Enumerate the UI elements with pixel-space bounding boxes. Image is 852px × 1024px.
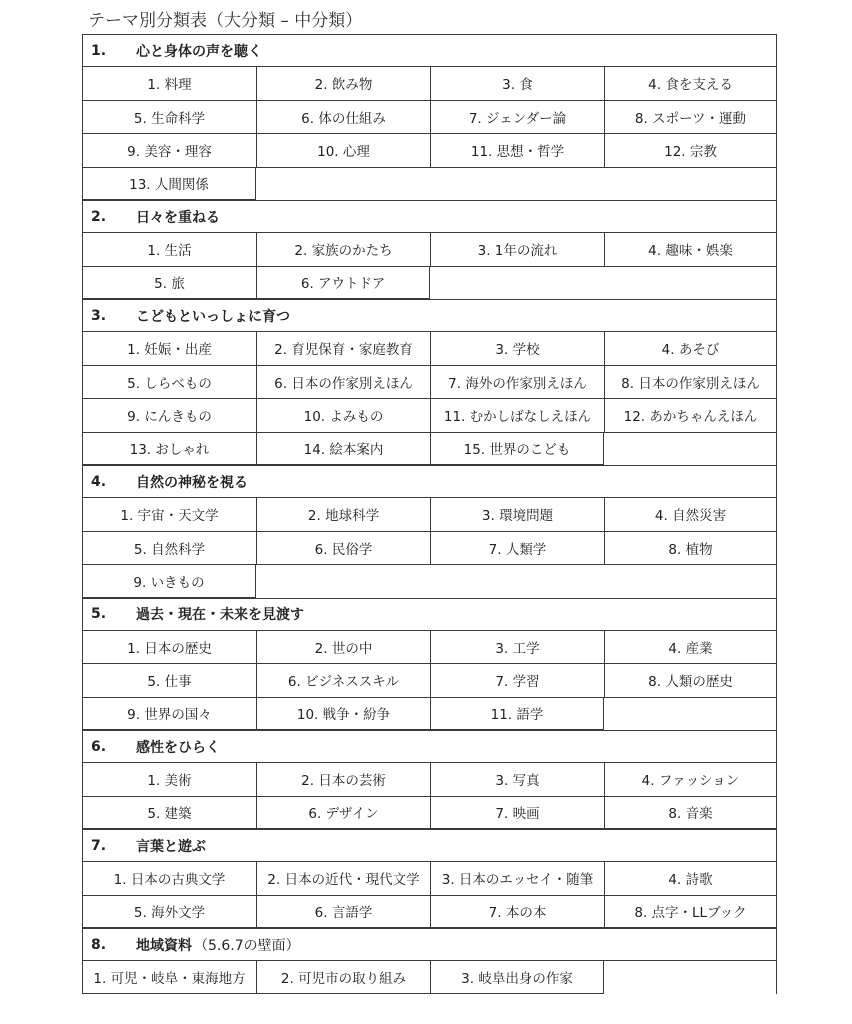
category-title: 過去・現在・未来を見渡す: [136, 607, 304, 623]
subcategory-cell: 7. 映画: [430, 796, 604, 830]
subcategory-cell: 11. むかしばなしえほん: [430, 398, 604, 432]
subcategory-cell: 5. 仕事: [82, 663, 256, 697]
subcategory-cell: 10. 戦争・紛争: [256, 697, 430, 731]
empty-cell: [256, 564, 430, 598]
subcategory-cell: 3. 環境問題: [430, 497, 604, 531]
subcategory-cell: 10. よみもの: [256, 398, 430, 432]
category-header: [82, 34, 777, 66]
category-section: [82, 928, 777, 994]
subcategory-cell: 1. 美術: [82, 762, 256, 796]
category-number: 4.: [91, 473, 107, 490]
subcategory-cell: 2. 育児保育・家庭教育: [256, 331, 430, 365]
subcategory-cell: 2. 世の中: [256, 630, 430, 664]
category-section: [82, 730, 777, 829]
subcategory-grid: [82, 960, 777, 994]
subcategory-cell: 2. 飲み物: [256, 66, 430, 100]
category-note: （5.6.7の壁面）: [194, 937, 300, 954]
subcategory-cell: 3. 食: [430, 66, 604, 100]
subcategory-cell: 6. 日本の作家別えほん: [256, 365, 430, 399]
subcategory-cell: 8. 点字・LLブック: [604, 895, 777, 929]
category-number: 7.: [91, 837, 107, 854]
category-section: [82, 34, 777, 200]
subcategory-cell: 8. スポーツ・運動: [604, 100, 777, 134]
category-number: 6.: [91, 738, 107, 755]
subcategory-cell: 8. 日本の作家別えほん: [604, 365, 777, 399]
subcategory-grid: [82, 630, 777, 731]
empty-cell: [604, 266, 777, 300]
category-title: 自然の神秘を視る: [136, 474, 248, 491]
subcategory-cell: 7. 海外の作家別えほん: [430, 365, 604, 399]
category-number: 5.: [91, 606, 107, 622]
subcategory-cell: 5. 建築: [82, 796, 256, 830]
subcategory-grid: [82, 762, 777, 829]
subcategory-cell: 12. あかちゃんえほん: [604, 398, 777, 432]
subcategory-cell: 3. 1年の流れ: [430, 232, 604, 266]
subcategory-cell: 4. あそび: [604, 331, 777, 365]
subcategory-grid: [82, 497, 777, 598]
subcategory-cell: 1. 料理: [82, 66, 256, 100]
empty-cell: [604, 564, 777, 598]
subcategory-cell: 6. ビジネススキル: [256, 663, 430, 697]
subcategory-cell: 5. 海外文学: [82, 895, 256, 929]
category-header: [82, 465, 777, 497]
category-header: [82, 200, 777, 232]
subcategory-cell: 4. 食を支える: [604, 66, 777, 100]
classification-table: [82, 34, 777, 994]
subcategory-cell: 1. 妊娠・出産: [82, 331, 256, 365]
category-header: [82, 730, 777, 762]
subcategory-cell: 2. 家族のかたち: [256, 232, 430, 266]
subcategory-cell: 6. 体の仕組み: [256, 100, 430, 134]
subcategory-cell: 13. おしゃれ: [82, 432, 256, 466]
subcategory-cell: 9. 世界の国々: [82, 697, 256, 731]
subcategory-cell: 1. 日本の古典文学: [82, 861, 256, 895]
empty-cell: [604, 960, 777, 994]
subcategory-cell: 8. 人類の歴史: [604, 663, 777, 697]
category-header: [82, 829, 777, 861]
subcategory-cell: 1. 宇宙・天文学: [82, 497, 256, 531]
category-header: [82, 299, 777, 331]
subcategory-cell: 6. 言語学: [256, 895, 430, 929]
subcategory-grid: [82, 861, 777, 928]
empty-cell: [430, 266, 604, 300]
subcategory-cell: 6. 民俗学: [256, 531, 430, 565]
category-number: 1.: [91, 42, 107, 59]
subcategory-cell: 9. いきもの: [82, 564, 256, 598]
category-title: 感性をひらく: [136, 739, 220, 756]
subcategory-cell: 6. デザイン: [256, 796, 430, 830]
subcategory-cell: 9. 美容・理容: [82, 133, 256, 167]
empty-cell: [430, 564, 604, 598]
empty-cell: [604, 432, 777, 466]
subcategory-cell: 3. 岐阜出身の作家: [430, 960, 604, 994]
subcategory-cell: 3. 学校: [430, 331, 604, 365]
subcategory-cell: 10. 心理: [256, 133, 430, 167]
subcategory-cell: 2. 日本の芸術: [256, 762, 430, 796]
subcategory-cell: 5. 旅: [82, 266, 256, 300]
subcategory-grid: [82, 232, 777, 299]
subcategory-cell: 3. 日本のエッセイ・随筆: [430, 861, 604, 895]
subcategory-cell: 15. 世界のこども: [430, 432, 604, 466]
category-section: [82, 465, 777, 598]
subcategory-cell: 4. 産業: [604, 630, 777, 664]
subcategory-cell: 1. 日本の歴史: [82, 630, 256, 664]
subcategory-cell: 11. 思想・哲学: [430, 133, 604, 167]
subcategory-cell: 4. ファッション: [604, 762, 777, 796]
category-section: [82, 598, 777, 731]
subcategory-cell: 12. 宗教: [604, 133, 777, 167]
subcategory-cell: 2. 地球科学: [256, 497, 430, 531]
subcategory-cell: 5. しらべもの: [82, 365, 256, 399]
empty-cell: [604, 167, 777, 201]
subcategory-cell: 7. 人類学: [430, 531, 604, 565]
subcategory-cell: 7. 本の本: [430, 895, 604, 929]
subcategory-grid: [82, 66, 777, 200]
subcategory-cell: 6. アウトドア: [256, 266, 430, 300]
category-title: 地域資料: [136, 937, 192, 954]
category-section: [82, 829, 777, 928]
subcategory-cell: 1. 可児・岐阜・東海地方: [82, 960, 256, 994]
subcategory-cell: 2. 可児市の取り組み: [256, 960, 430, 994]
subcategory-cell: 7. 学習: [430, 663, 604, 697]
subcategory-cell: 4. 趣味・娯楽: [604, 232, 777, 266]
subcategory-cell: 7. ジェンダー論: [430, 100, 604, 134]
subcategory-grid: [82, 331, 777, 465]
subcategory-cell: 4. 詩歌: [604, 861, 777, 895]
category-title: 心と身体の声を聴く: [136, 43, 262, 60]
category-section: [82, 200, 777, 299]
subcategory-cell: 8. 植物: [604, 531, 777, 565]
subcategory-cell: 13. 人間関係: [82, 167, 256, 201]
category-section: [82, 299, 777, 465]
empty-cell: [256, 167, 430, 201]
subcategory-cell: 5. 自然科学: [82, 531, 256, 565]
subcategory-cell: 2. 日本の近代・現代文学: [256, 861, 430, 895]
category-title: こどもといっしょに育つ: [136, 308, 290, 325]
category-number: 3.: [91, 307, 107, 324]
subcategory-cell: 11. 語学: [430, 697, 604, 731]
document-title: テーマ別分類表（大分類 – 中分類）: [88, 11, 363, 31]
subcategory-cell: 9. にんきもの: [82, 398, 256, 432]
subcategory-cell: 4. 自然災害: [604, 497, 777, 531]
category-number: 8.: [91, 936, 107, 953]
subcategory-cell: 5. 生命科学: [82, 100, 256, 134]
category-title: 言葉と遊ぶ: [136, 838, 206, 855]
category-number: 2.: [91, 208, 107, 225]
subcategory-cell: 3. 工学: [430, 630, 604, 664]
empty-cell: [430, 167, 604, 201]
category-header: [82, 928, 777, 960]
category-header: [82, 598, 777, 630]
subcategory-cell: 3. 写真: [430, 762, 604, 796]
subcategory-cell: 14. 絵本案内: [256, 432, 430, 466]
subcategory-cell: 1. 生活: [82, 232, 256, 266]
subcategory-cell: 8. 音楽: [604, 796, 777, 830]
empty-cell: [604, 697, 777, 731]
category-title: 日々を重ねる: [136, 209, 220, 226]
